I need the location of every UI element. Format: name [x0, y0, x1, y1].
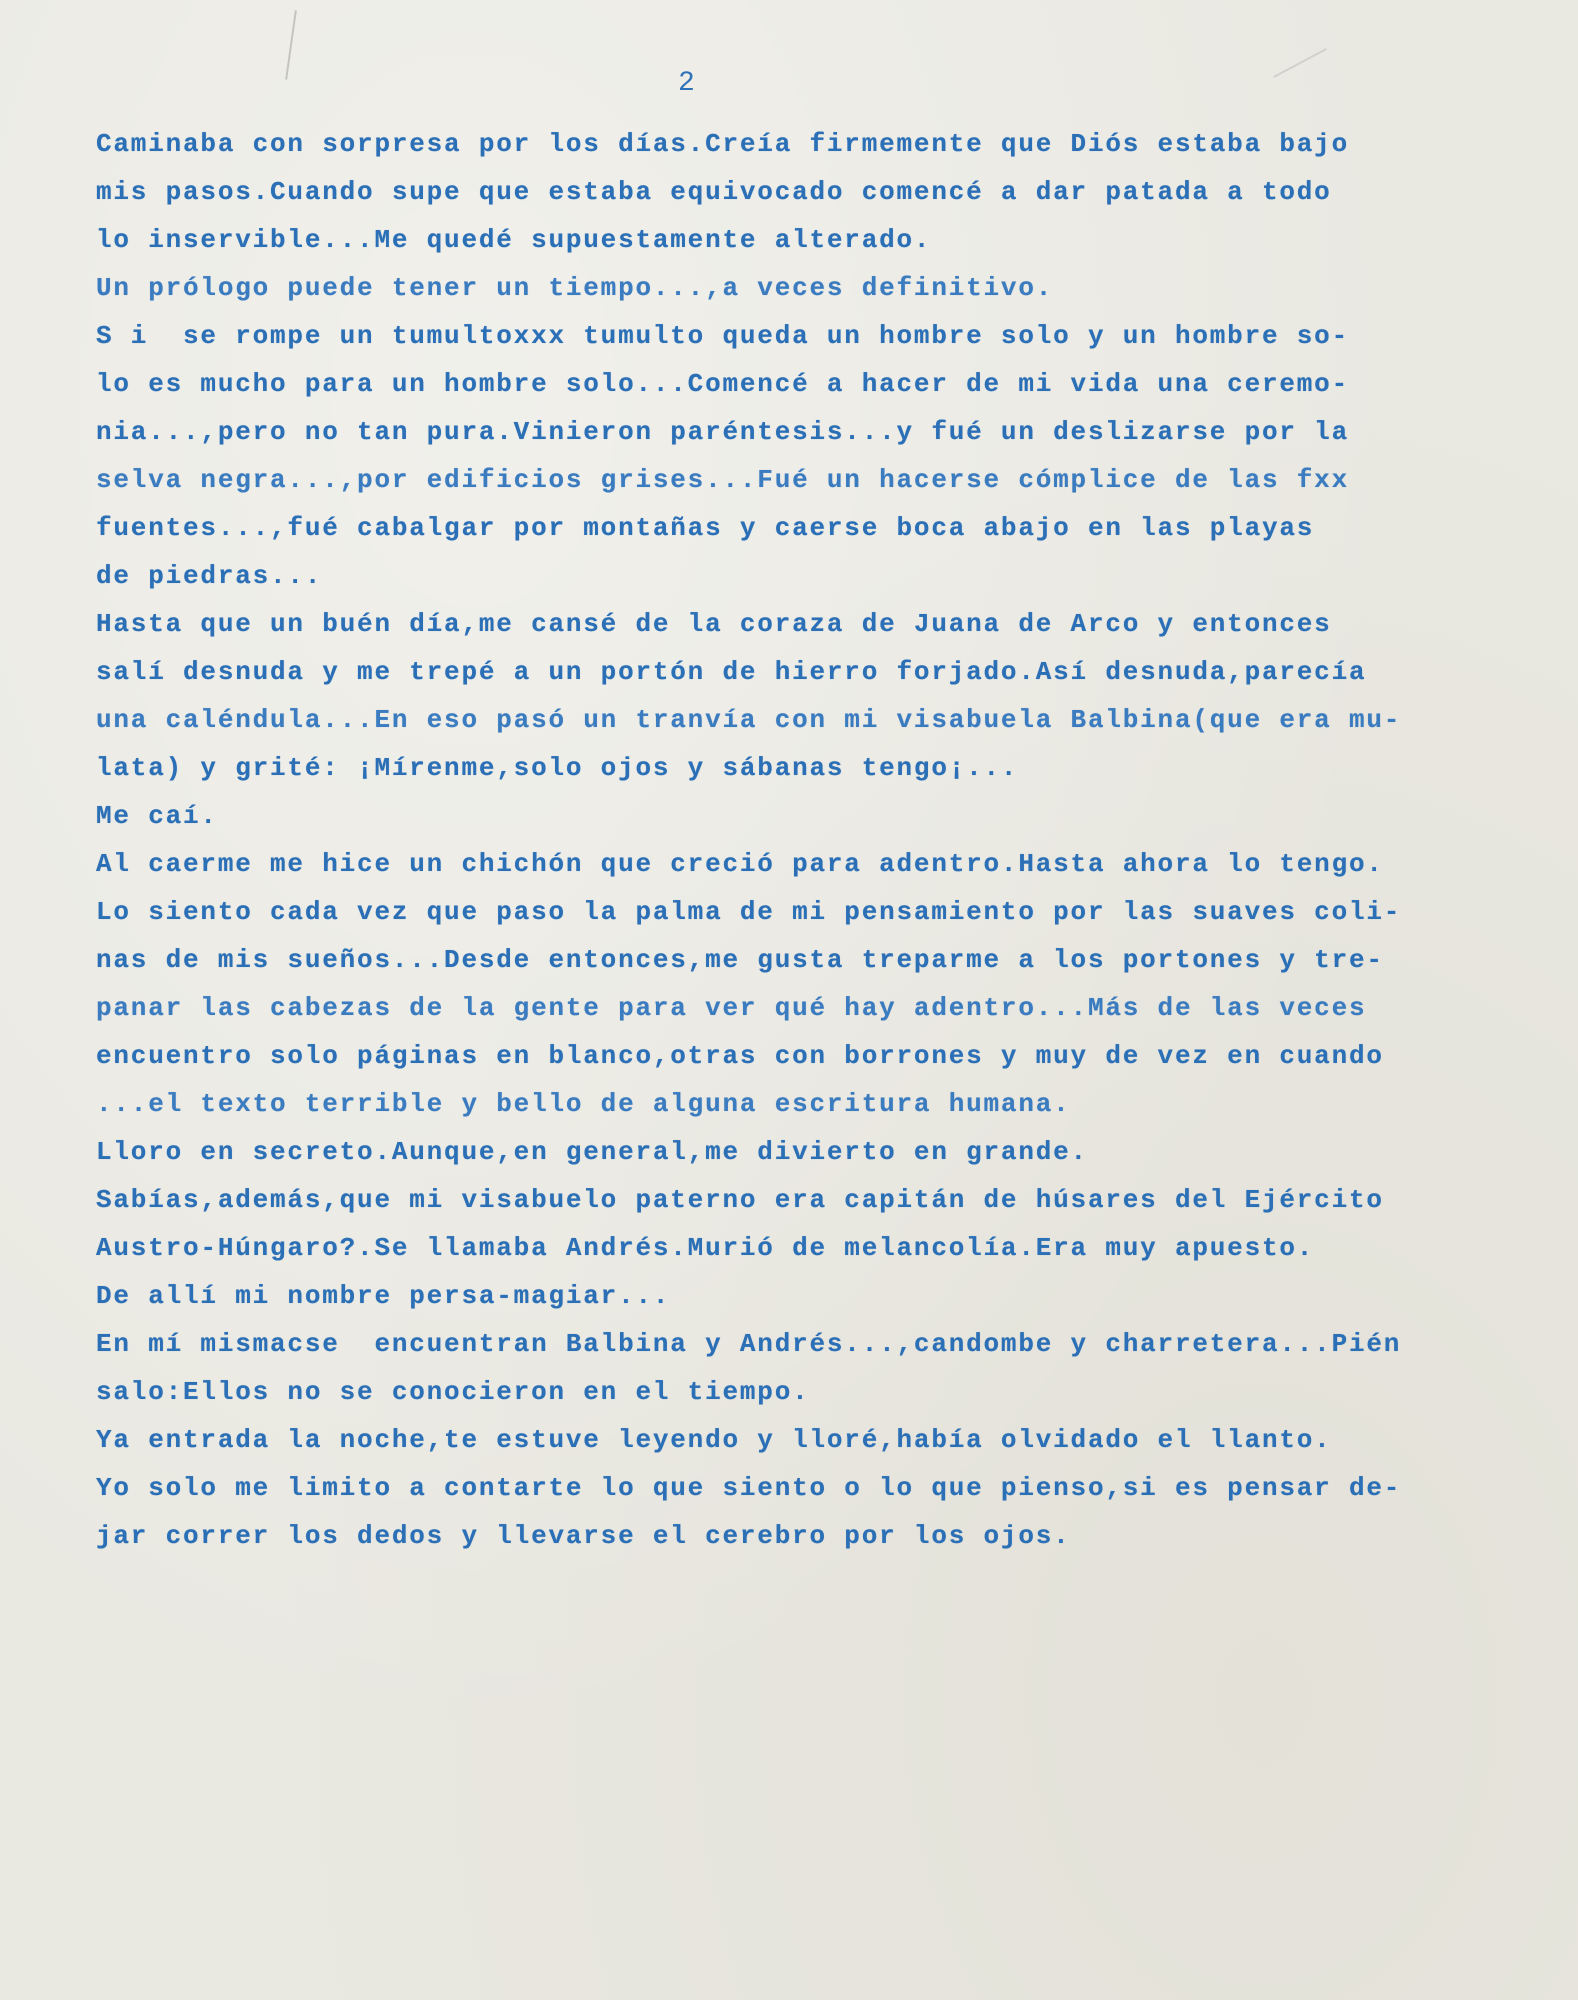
pencil-mark [285, 10, 297, 80]
text-line: lo inservible...Me quedé supuestamente alterado. [96, 225, 932, 255]
text-line: Hasta que un buén día,me cansé de la coraza de Juana de Arco y entonces [96, 609, 1332, 639]
text-line: En mí mismacse encuentran Balbina y Andrés...,candombe y charretera...Pién [96, 1329, 1402, 1359]
text-line: de piedras... [96, 561, 323, 591]
text-line: Lloro en secreto.Aunque,en general,me divierto en grande. [96, 1137, 1088, 1167]
page-number: 2 [678, 68, 695, 99]
text-line: Un prólogo puede tener un tiempo...,a veces definitivo. [96, 273, 1054, 303]
text-line: Austro-Húngaro?.Se llamaba Andrés.Murió de melancolía.Era muy apuesto. [96, 1233, 1315, 1263]
text-line: una caléndula...En eso pasó un tranvía con mi visabuela Balbina(que era mu- [96, 705, 1402, 735]
text-line: Sabías,además,que mi visabuelo paterno era capitán de húsares del Ejército [96, 1185, 1384, 1215]
text-line: lata) y grité: ¡Mírenme,solo ojos y sábanas tengo¡... [96, 753, 1019, 783]
text-line: S i se rompe un tumultoxxx tumulto queda un hombre solo y un hombre so- [96, 321, 1349, 351]
text-line: panar las cabezas de la gente para ver qué hay adentro...Más de las veces [96, 993, 1367, 1023]
text-line: Al caerme me hice un chichón que creció para adentro.Hasta ahora lo tengo. [96, 849, 1384, 879]
text-line: Yo solo me limito a contarte lo que siento o lo que pienso,si es pensar de- [96, 1473, 1402, 1503]
text-line: selva negra...,por edificios grises...Fué un hacerse cómplice de las fxx [96, 465, 1349, 495]
text-line: encuentro solo páginas en blanco,otras con borrones y muy de vez en cuando [96, 1041, 1384, 1071]
text-line: Me caí. [96, 801, 218, 831]
text-line: jar correr los dedos y llevarse el cerebro por los ojos. [96, 1521, 1071, 1551]
text-line: Lo siento cada vez que paso la palma de mi pensamiento por las suaves coli- [96, 897, 1402, 927]
typed-text-body [96, 120, 1536, 1560]
text-line: fuentes...,fué cabalgar por montañas y caerse boca abajo en las playas [96, 513, 1315, 543]
pencil-mark [1273, 48, 1327, 78]
text-line: salo:Ellos no se conocieron en el tiempo. [96, 1377, 810, 1407]
text-line: mis pasos.Cuando supe que estaba equivocado comencé a dar patada a todo [96, 177, 1332, 207]
text-line: De allí mi nombre persa-magiar... [96, 1281, 671, 1311]
text-line: ...el texto terrible y bello de alguna escritura humana. [96, 1089, 1071, 1119]
text-line: nia...,pero no tan pura.Vinieron paréntesis...y fué un deslizarse por la [96, 417, 1349, 447]
text-line: salí desnuda y me trepé a un portón de hierro forjado.Así desnuda,parecía [96, 657, 1367, 687]
text-line: nas de mis sueños...Desde entonces,me gusta treparme a los portones y tre- [96, 945, 1384, 975]
text-line: Ya entrada la noche,te estuve leyendo y lloré,había olvidado el llanto. [96, 1425, 1332, 1455]
text-line: Caminaba con sorpresa por los días.Creía firmemente que Diós estaba bajo [96, 129, 1349, 159]
text-line: lo es mucho para un hombre solo...Comencé a hacer de mi vida una ceremo- [96, 369, 1349, 399]
